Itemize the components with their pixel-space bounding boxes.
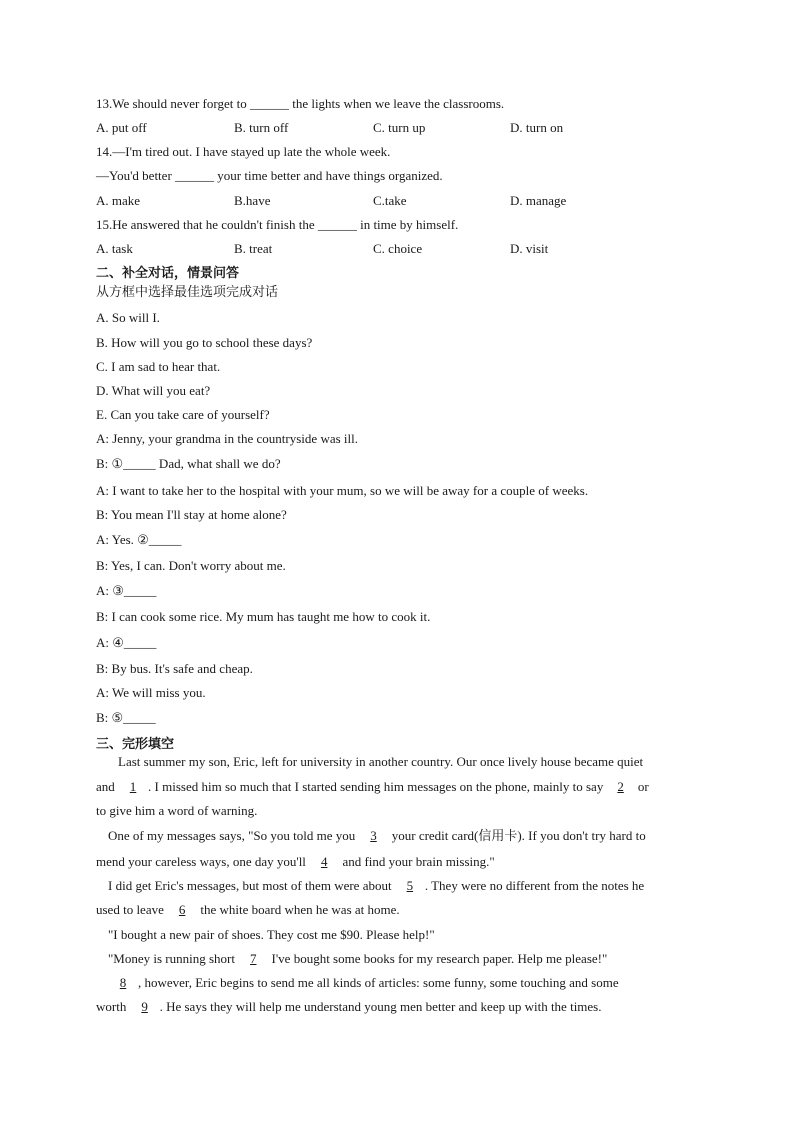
q15-option-d: D. visit — [510, 241, 549, 256]
dialogue-line: B: ①_____ Dad, what shall we do? — [96, 456, 281, 471]
dialogue-line: A: ④_____ — [96, 635, 157, 650]
blank-8: 8 — [119, 975, 127, 990]
passage-line — [96, 779, 649, 795]
passage-text: "Money is running short — [108, 951, 235, 966]
q15-option-a: A. task — [96, 241, 133, 256]
passage-line: "I bought a new pair of shoes. They cost me $90. Please help!" — [108, 927, 435, 942]
question-13-stem: 13.We should never forget to ______ the lights when we leave the classrooms. — [96, 96, 505, 111]
choice-a: A. So will I. — [96, 310, 160, 325]
choice-c: C. I am sad to hear that. — [96, 359, 221, 374]
passage-text: and find your brain missing." — [342, 854, 495, 869]
blank-6: 6 — [178, 902, 186, 917]
passage-text: used to leave — [96, 902, 164, 917]
blank-1: 1 — [129, 779, 137, 794]
section-2-instruction: 从方框中选择最佳选项完成对话 — [96, 285, 279, 300]
q13-option-c: C. turn up — [373, 120, 426, 135]
dialogue-line: A: I want to take her to the hospital with your mum, so we will be away for a couple of weeks. — [96, 483, 589, 498]
dialogue-line: B: By bus. It's safe and cheap. — [96, 661, 253, 676]
choice-b: B. How will you go to school these days? — [96, 335, 313, 350]
choice-d: D. What will you eat? — [96, 383, 211, 398]
passage-line — [108, 951, 607, 967]
passage-line — [96, 854, 495, 870]
passage-line: Last summer my son, Eric, left for university in another country. Our once lively house became quiet — [118, 754, 644, 769]
q14-option-b: B.have — [234, 193, 271, 208]
passage-text: , however, Eric begins to send me all kinds of articles: some funny, some touching and some — [138, 975, 619, 990]
passage-text: . I missed him so much that I started sending him messages on the phone, mainly to say — [148, 779, 604, 794]
q15-option-c: C. choice — [373, 241, 423, 256]
passage-text: mend your careless ways, one day you'll — [96, 854, 306, 869]
q14-option-a: A. make — [96, 193, 141, 208]
passage-text: the white board when he was at home. — [200, 902, 400, 917]
dialogue-line: A: Yes. ②_____ — [96, 532, 182, 547]
dialogue-line: B: ⑤_____ — [96, 710, 156, 725]
question-14-line2: —You'd better ______ your time better and have things organized. — [96, 168, 443, 183]
blank-3: 3 — [370, 828, 377, 843]
passage-line — [108, 878, 644, 894]
passage-text: your credit card(信用卡). If you don't try hard to — [391, 828, 646, 843]
question-15-stem: 15.He answered that he couldn't finish the ______ in time by himself. — [96, 217, 459, 232]
blank-2: 2 — [617, 779, 624, 794]
passage-text: worth — [96, 999, 127, 1014]
q15-option-b: B. treat — [234, 241, 273, 256]
passage-line: to give him a word of warning. — [96, 803, 258, 818]
dialogue-line: B: I can cook some rice. My mum has taught me how to cook it. — [96, 609, 431, 624]
q14-option-d: D. manage — [510, 193, 567, 208]
blank-9: 9 — [141, 999, 148, 1014]
passage-line — [96, 999, 602, 1015]
passage-text: One of my messages says, "So you told me you — [108, 828, 356, 843]
blank-7: 7 — [250, 951, 257, 966]
blank-4: 4 — [320, 854, 328, 869]
passage-text: . He says they will help me understand young men better and keep up with the times. — [159, 999, 602, 1014]
passage-text: and — [96, 779, 115, 794]
q13-option-a: A. put off — [96, 120, 147, 135]
q13-option-d: D. turn on — [510, 120, 564, 135]
passage-text: or — [637, 779, 649, 794]
passage-line — [108, 828, 646, 844]
choice-e: E. Can you take care of yourself? — [96, 407, 270, 422]
dialogue-line: B: You mean I'll stay at home alone? — [96, 507, 287, 522]
section-3-heading: 三、完形填空 — [96, 737, 175, 752]
section-2-heading: 二、补全对话，情景问答 — [96, 266, 240, 281]
blank-5: 5 — [406, 878, 414, 893]
passage-line — [96, 902, 400, 918]
dialogue-line: A: ③_____ — [96, 583, 157, 598]
dialogue-line: A: Jenny, your grandma in the countryside was ill. — [96, 431, 358, 446]
passage-text: I've bought some books for my research paper. Help me please!" — [271, 951, 608, 966]
passage-text: I did get Eric's messages, but most of them were about — [108, 878, 392, 893]
passage-text: . They were no different from the notes he — [424, 878, 645, 893]
q14-option-c: C.take — [373, 193, 407, 208]
dialogue-line: B: Yes, I can. Don't worry about me. — [96, 558, 286, 573]
q13-option-b: B. turn off — [234, 120, 289, 135]
dialogue-line: A: We will miss you. — [96, 685, 206, 700]
question-14-line1: 14.—I'm tired out. I have stayed up late the whole week. — [96, 144, 391, 159]
passage-line — [108, 975, 619, 991]
